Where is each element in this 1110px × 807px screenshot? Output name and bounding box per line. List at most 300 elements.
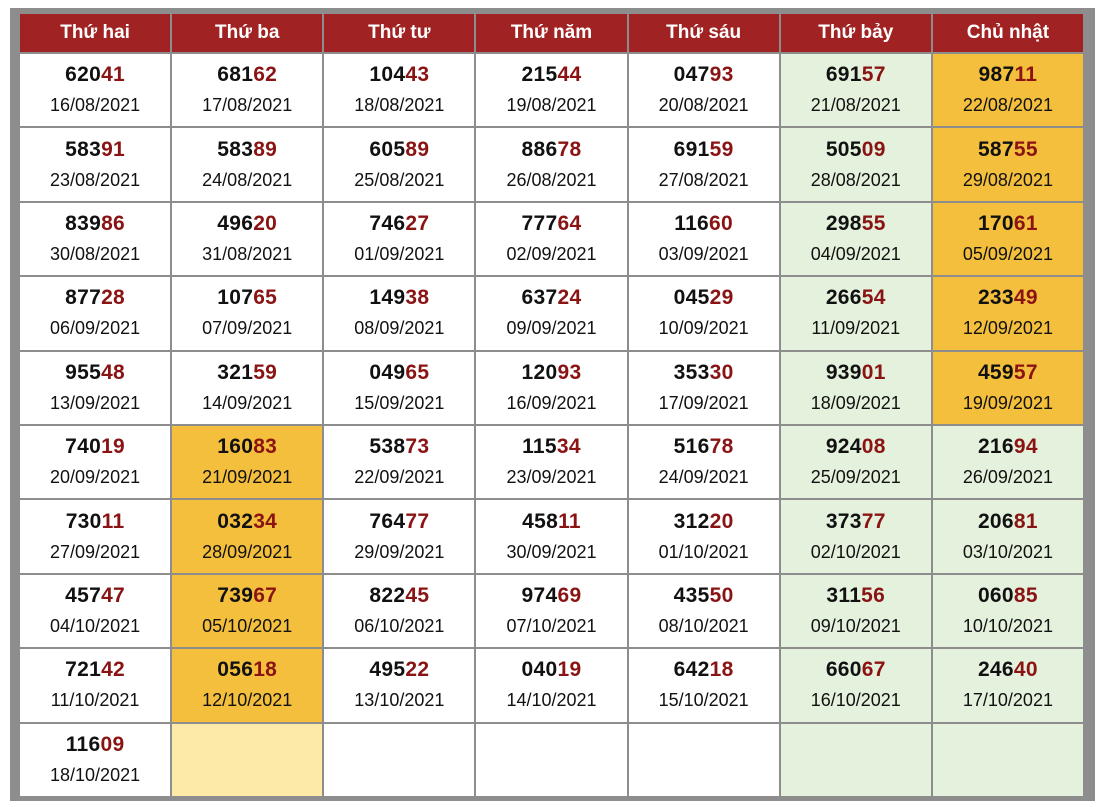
result-number-tail: 34 <box>253 509 278 533</box>
result-cell-mon <box>20 275 170 349</box>
result-number-tail: 09 <box>861 137 886 161</box>
result-cell-tue <box>172 647 322 721</box>
result-number-lead: 877 <box>65 286 102 310</box>
result-date: 04/10/2021 <box>50 615 141 636</box>
table-row <box>20 647 1083 721</box>
result-date: 09/10/2021 <box>810 615 901 636</box>
result-number <box>324 285 474 311</box>
result-number <box>20 509 170 535</box>
result-cell-sun <box>933 350 1083 424</box>
result-number-tail: 67 <box>253 583 278 607</box>
result-number-lead: 777 <box>521 211 558 235</box>
result-cell-sat <box>781 126 931 200</box>
result-cell-wed <box>324 647 474 721</box>
result-number <box>629 62 779 88</box>
result-number-tail: 24 <box>557 286 582 310</box>
result-date: 16/10/2021 <box>810 690 901 711</box>
result-date: 17/09/2021 <box>658 392 749 413</box>
result-number-lead: 681 <box>217 63 254 87</box>
result-number-lead: 822 <box>369 583 406 607</box>
result-date: 18/09/2021 <box>810 392 901 413</box>
result-date: 15/09/2021 <box>354 392 445 413</box>
result-cell-tue <box>172 275 322 349</box>
result-number-tail: 22 <box>405 658 430 682</box>
result-number-tail: 45 <box>405 583 430 607</box>
results-table <box>18 14 1085 796</box>
result-number <box>476 211 626 237</box>
result-number <box>20 360 170 386</box>
result-number-lead: 032 <box>217 509 254 533</box>
result-number-tail: 20 <box>253 211 278 235</box>
result-number-tail: 57 <box>1013 360 1038 384</box>
table-row <box>20 498 1083 572</box>
result-number-lead: 730 <box>65 509 102 533</box>
result-cell-sat <box>781 424 931 498</box>
result-number-lead: 373 <box>825 509 862 533</box>
result-date: 06/10/2021 <box>354 615 445 636</box>
result-date: 27/08/2021 <box>658 169 749 190</box>
result-number-lead: 047 <box>673 63 710 87</box>
result-number-tail: 19 <box>101 435 126 459</box>
result-number-tail: 47 <box>101 583 126 607</box>
result-number-lead: 987 <box>978 63 1015 87</box>
result-cell-tue <box>172 350 322 424</box>
result-number-tail: 59 <box>253 360 278 384</box>
result-number <box>324 657 474 683</box>
result-date: 17/10/2021 <box>962 690 1053 711</box>
result-number-lead: 233 <box>977 286 1014 310</box>
result-cell-fri <box>629 498 779 572</box>
result-date: 26/08/2021 <box>506 169 597 190</box>
result-number <box>20 434 170 460</box>
result-number <box>20 583 170 609</box>
result-number-tail: 85 <box>1013 583 1038 607</box>
result-number-lead: 216 <box>977 435 1014 459</box>
result-number-lead: 974 <box>521 583 558 607</box>
result-cell-tue <box>172 573 322 647</box>
result-number <box>629 657 779 683</box>
result-number-tail: 19 <box>557 658 582 682</box>
result-cell-mon <box>20 201 170 275</box>
result-number <box>324 509 474 535</box>
result-number-tail: 93 <box>557 360 582 384</box>
result-cell-fri <box>629 126 779 200</box>
result-number-lead: 457 <box>65 583 102 607</box>
result-number <box>781 211 931 237</box>
result-date: 13/10/2021 <box>354 690 445 711</box>
result-number-lead: 060 <box>977 583 1014 607</box>
result-cell-fri <box>629 573 779 647</box>
result-number-lead: 266 <box>825 286 862 310</box>
result-number <box>172 360 322 386</box>
result-number-lead: 160 <box>217 435 254 459</box>
result-number <box>476 434 626 460</box>
result-number <box>172 137 322 163</box>
result-date: 29/09/2021 <box>354 541 445 562</box>
result-cell-tue <box>172 424 322 498</box>
result-date: 08/09/2021 <box>354 318 445 339</box>
result-number-lead: 605 <box>369 137 406 161</box>
result-number <box>629 434 779 460</box>
result-number-lead: 104 <box>369 63 406 87</box>
result-number-lead: 353 <box>673 360 710 384</box>
result-date: 14/09/2021 <box>202 392 293 413</box>
result-cell-mon <box>20 126 170 200</box>
result-cell-sun <box>933 424 1083 498</box>
result-number <box>20 657 170 683</box>
result-cell-tue <box>172 722 322 796</box>
result-number-lead: 107 <box>217 286 254 310</box>
result-date: 09/09/2021 <box>506 318 597 339</box>
result-number <box>629 285 779 311</box>
result-cell-wed <box>324 52 474 126</box>
table-row <box>20 350 1083 424</box>
result-number <box>933 285 1083 311</box>
result-number-lead: 691 <box>673 137 710 161</box>
result-number-tail: 11 <box>1014 63 1038 87</box>
table-row <box>20 126 1083 200</box>
result-number <box>172 583 322 609</box>
result-number-lead: 115 <box>522 435 557 459</box>
result-cell-tue <box>172 498 322 572</box>
result-number-tail: 11 <box>101 509 125 533</box>
result-cell-tue <box>172 52 322 126</box>
result-cell-thu <box>476 275 626 349</box>
result-cell-sat <box>781 52 931 126</box>
result-cell-thu <box>476 350 626 424</box>
result-cell-thu <box>476 126 626 200</box>
result-number-lead: 538 <box>369 435 406 459</box>
result-number <box>629 137 779 163</box>
result-cell-sat <box>781 498 931 572</box>
result-number-tail: 11 <box>558 509 581 533</box>
result-number-lead: 740 <box>65 435 102 459</box>
result-number <box>781 434 931 460</box>
result-number-lead: 939 <box>825 360 862 384</box>
result-number-tail: 55 <box>861 211 886 235</box>
result-number <box>324 360 474 386</box>
result-date: 17/08/2021 <box>202 95 293 116</box>
result-cell-sat <box>781 201 931 275</box>
result-number-tail: 69 <box>557 583 582 607</box>
result-cell-tue <box>172 201 322 275</box>
result-number <box>781 360 931 386</box>
result-date: 07/09/2021 <box>202 318 293 339</box>
result-cell-fri <box>629 275 779 349</box>
table-row <box>20 722 1083 796</box>
result-number <box>324 211 474 237</box>
result-number <box>781 62 931 88</box>
result-number-tail: 89 <box>253 137 278 161</box>
result-number-lead: 583 <box>65 137 102 161</box>
result-number-lead: 637 <box>521 286 558 310</box>
result-number-lead: 312 <box>673 509 710 533</box>
result-number <box>476 360 626 386</box>
result-date: 26/09/2021 <box>962 467 1053 488</box>
result-cell-sun <box>933 52 1083 126</box>
result-cell-mon <box>20 424 170 498</box>
result-date: 02/09/2021 <box>506 243 597 264</box>
result-number-tail: 41 <box>101 63 126 87</box>
result-number-tail: 29 <box>709 286 734 310</box>
result-number-lead: 246 <box>977 658 1014 682</box>
result-date: 16/09/2021 <box>506 392 597 413</box>
result-number <box>781 583 931 609</box>
result-number-lead: 886 <box>521 137 558 161</box>
result-date: 25/08/2021 <box>354 169 445 190</box>
result-cell-fri <box>629 350 779 424</box>
result-date: 06/09/2021 <box>50 318 141 339</box>
result-number-lead: 839 <box>65 211 102 235</box>
result-number-lead: 764 <box>369 509 406 533</box>
result-number-lead: 321 <box>217 360 254 384</box>
result-cell-sat <box>781 350 931 424</box>
result-date: 22/09/2021 <box>354 467 445 488</box>
result-number-tail: 18 <box>709 658 734 682</box>
result-number-lead: 170 <box>977 211 1014 235</box>
header-row <box>20 14 1083 52</box>
table-row <box>20 275 1083 349</box>
result-number-lead: 049 <box>369 360 406 384</box>
result-number-lead: 739 <box>217 583 254 607</box>
result-cell-mon <box>20 647 170 721</box>
result-date: 20/08/2021 <box>658 95 749 116</box>
result-cell-thu <box>476 722 626 796</box>
table-row <box>20 52 1083 126</box>
result-cell-sun <box>933 647 1083 721</box>
result-number-tail: 60 <box>709 211 733 235</box>
result-number-tail: 01 <box>861 360 886 384</box>
result-cell-wed <box>324 350 474 424</box>
result-number-tail: 27 <box>405 211 430 235</box>
result-number-tail: 91 <box>101 137 126 161</box>
result-number-tail: 09 <box>100 732 125 756</box>
header-sunday: Chủ nhật <box>933 14 1083 52</box>
result-number-lead: 516 <box>673 435 710 459</box>
result-number-tail: 55 <box>1013 137 1038 161</box>
result-cell-sun <box>933 573 1083 647</box>
result-number <box>781 657 931 683</box>
result-number-tail: 78 <box>709 435 734 459</box>
result-date: 04/09/2021 <box>810 243 901 264</box>
result-number-tail: 62 <box>253 63 278 87</box>
result-number-tail: 67 <box>861 658 886 682</box>
result-number <box>933 434 1083 460</box>
result-number-tail: 59 <box>709 137 734 161</box>
result-date: 24/08/2021 <box>202 169 293 190</box>
result-cell-fri <box>629 647 779 721</box>
result-date: 24/09/2021 <box>658 467 749 488</box>
result-date: 21/09/2021 <box>202 467 293 488</box>
result-number-lead: 116 <box>65 732 101 756</box>
result-cell-mon <box>20 498 170 572</box>
result-number-tail: 49 <box>1013 286 1038 310</box>
result-number-lead: 955 <box>65 360 102 384</box>
result-cell-thu <box>476 498 626 572</box>
result-date: 12/09/2021 <box>962 318 1053 339</box>
result-date: 21/08/2021 <box>810 95 901 116</box>
result-number-tail: 64 <box>557 211 582 235</box>
result-date: 12/10/2021 <box>202 690 293 711</box>
result-date: 23/09/2021 <box>506 467 597 488</box>
result-date: 03/09/2021 <box>658 243 749 264</box>
result-number <box>629 360 779 386</box>
result-cell-sun <box>933 498 1083 572</box>
header-monday: Thứ hai <box>20 14 170 52</box>
result-cell-wed <box>324 275 474 349</box>
result-number <box>629 583 779 609</box>
result-number-lead: 298 <box>825 211 862 235</box>
result-number-tail: 57 <box>861 63 886 87</box>
result-number <box>933 657 1083 683</box>
header-saturday: Thứ bảy <box>781 14 931 52</box>
result-number-tail: 40 <box>1013 658 1038 682</box>
result-number-tail: 83 <box>253 435 278 459</box>
result-number-tail: 08 <box>861 435 886 459</box>
result-date: 27/09/2021 <box>50 541 141 562</box>
header-wednesday: Thứ tư <box>324 14 474 52</box>
result-cell-sat <box>781 647 931 721</box>
result-date: 18/08/2021 <box>354 95 445 116</box>
result-cell-wed <box>324 201 474 275</box>
result-date: 18/10/2021 <box>50 764 141 785</box>
table-row <box>20 573 1083 647</box>
result-cell-thu <box>476 201 626 275</box>
result-cell-fri <box>629 52 779 126</box>
result-date: 28/09/2021 <box>202 541 293 562</box>
result-number <box>20 732 170 758</box>
result-cell-tue <box>172 126 322 200</box>
result-number-tail: 44 <box>557 63 582 87</box>
result-number-tail: 43 <box>405 63 430 87</box>
result-cell-wed <box>324 126 474 200</box>
result-cell-wed <box>324 722 474 796</box>
result-number-lead: 746 <box>369 211 406 235</box>
result-number <box>629 509 779 535</box>
result-number <box>20 211 170 237</box>
results-table-frame <box>10 8 1095 801</box>
result-number <box>933 509 1083 535</box>
result-number-tail: 38 <box>405 286 430 310</box>
result-number-lead: 505 <box>825 137 862 161</box>
result-number-lead: 040 <box>521 658 558 682</box>
header-friday: Thứ sáu <box>629 14 779 52</box>
result-date: 30/09/2021 <box>506 541 597 562</box>
result-cell-wed <box>324 573 474 647</box>
result-number-lead: 206 <box>977 509 1014 533</box>
result-number-lead: 924 <box>825 435 862 459</box>
result-number <box>781 509 931 535</box>
result-number-tail: 94 <box>1013 435 1038 459</box>
result-number <box>20 62 170 88</box>
result-cell-wed <box>324 424 474 498</box>
result-cell-thu <box>476 52 626 126</box>
result-number-lead: 120 <box>521 360 558 384</box>
result-cell-sat <box>781 722 931 796</box>
result-number-lead: 691 <box>825 63 862 87</box>
result-date: 16/08/2021 <box>50 95 141 116</box>
result-cell-sun <box>933 722 1083 796</box>
result-number-lead: 721 <box>65 658 102 682</box>
result-number-tail: 34 <box>556 435 581 459</box>
result-date: 05/10/2021 <box>202 615 293 636</box>
result-number <box>476 137 626 163</box>
result-date: 15/10/2021 <box>658 690 749 711</box>
result-cell-sat <box>781 275 931 349</box>
result-number-tail: 65 <box>405 360 430 384</box>
result-number <box>781 285 931 311</box>
result-number-lead: 045 <box>673 286 710 310</box>
result-date: 11/10/2021 <box>50 690 140 711</box>
result-number-lead: 149 <box>369 286 406 310</box>
result-number-tail: 20 <box>709 509 734 533</box>
result-number-tail: 50 <box>709 583 734 607</box>
result-date: 01/09/2021 <box>354 243 445 264</box>
result-date: 07/10/2021 <box>506 615 597 636</box>
result-cell-mon <box>20 722 170 796</box>
result-date: 20/09/2021 <box>50 467 141 488</box>
result-cell-sun <box>933 275 1083 349</box>
result-date: 31/08/2021 <box>202 243 293 264</box>
result-number <box>476 509 626 535</box>
result-date: 13/09/2021 <box>50 392 141 413</box>
result-number <box>933 583 1083 609</box>
result-number <box>20 285 170 311</box>
result-date: 03/10/2021 <box>962 541 1053 562</box>
result-number <box>324 62 474 88</box>
result-number <box>20 137 170 163</box>
result-number-tail: 73 <box>405 435 430 459</box>
result-date: 22/08/2021 <box>962 95 1053 116</box>
result-cell-fri <box>629 201 779 275</box>
results-body <box>20 52 1083 796</box>
result-cell-thu <box>476 424 626 498</box>
result-date: 08/10/2021 <box>658 615 749 636</box>
result-cell-mon <box>20 573 170 647</box>
result-number-tail: 42 <box>101 658 126 682</box>
result-date: 10/09/2021 <box>658 318 749 339</box>
result-date: 01/10/2021 <box>658 541 749 562</box>
result-number-lead: 458 <box>522 509 559 533</box>
result-date: 11/09/2021 <box>811 318 901 339</box>
result-cell-sat <box>781 573 931 647</box>
result-number-tail: 93 <box>709 63 734 87</box>
result-number <box>476 583 626 609</box>
result-number <box>933 211 1083 237</box>
result-number-lead: 642 <box>673 658 710 682</box>
table-row <box>20 424 1083 498</box>
result-number-tail: 61 <box>1013 211 1038 235</box>
result-number-lead: 660 <box>825 658 862 682</box>
result-number <box>933 137 1083 163</box>
result-number <box>324 583 474 609</box>
result-date: 02/10/2021 <box>810 541 901 562</box>
result-number <box>172 657 322 683</box>
result-number <box>781 137 931 163</box>
result-date: 19/08/2021 <box>506 95 597 116</box>
result-date: 14/10/2021 <box>506 690 597 711</box>
result-number-tail: 81 <box>1013 509 1038 533</box>
table-row <box>20 201 1083 275</box>
header-thursday: Thứ năm <box>476 14 626 52</box>
result-number-lead: 435 <box>673 583 710 607</box>
result-number <box>172 434 322 460</box>
result-number <box>476 285 626 311</box>
result-number-tail: 28 <box>101 286 126 310</box>
header-tuesday: Thứ ba <box>172 14 322 52</box>
result-date: 19/09/2021 <box>962 392 1053 413</box>
result-cell-fri <box>629 424 779 498</box>
